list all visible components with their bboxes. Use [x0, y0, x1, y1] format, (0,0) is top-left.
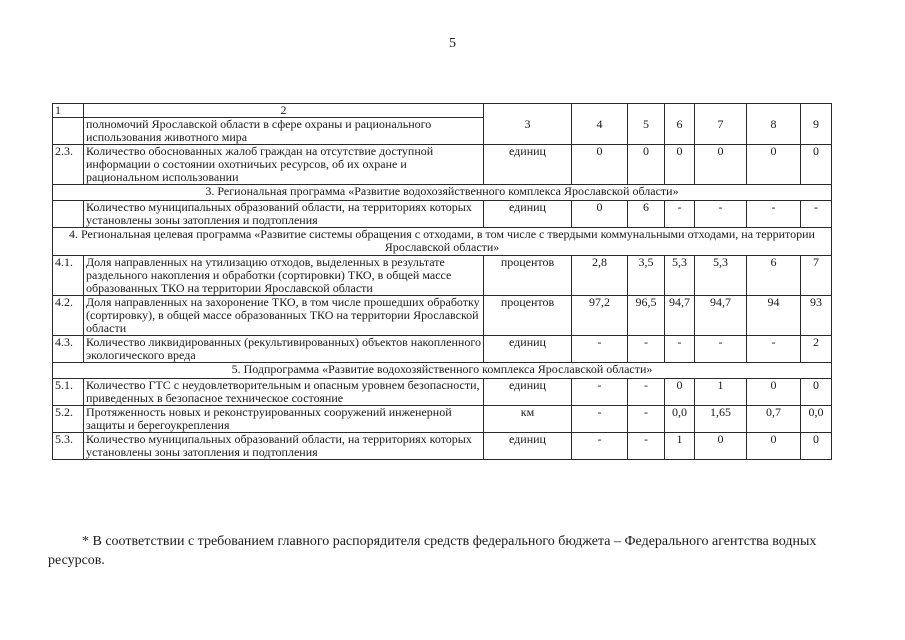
value-cell: 0 [801, 145, 832, 185]
value-cell: - [665, 201, 695, 228]
unit-cell: единиц [484, 145, 572, 185]
value-cell: 0,0 [665, 406, 695, 433]
value-cell: - [695, 336, 747, 363]
row-number: 4.2. [53, 296, 84, 336]
header-cell: 8 [747, 104, 801, 145]
table-row [53, 201, 832, 228]
row-number: 4.1. [53, 256, 84, 296]
indicator-name: Доля направленных на захоронение ТКО, в том числе прошедших обработку (сортировку), в общей массе образованных ТКО на территории Ярославской области [84, 296, 484, 336]
section-title: 4. Региональная целевая программа «Развитие системы обращения с отходами, в том числе с твердыми коммунальными отходами, на территории Ярославской области» [53, 228, 832, 256]
value-cell: - [628, 406, 665, 433]
unit-cell: единиц [484, 201, 572, 228]
unit-cell: км [484, 406, 572, 433]
section-title: 3. Региональная программа «Развитие водохозяйственного комплекса Ярославской области» [53, 185, 832, 201]
header-cell: 6 [665, 104, 695, 145]
table-row [53, 406, 832, 433]
header-cell: 7 [695, 104, 747, 145]
table-row [53, 145, 832, 185]
table-row [53, 296, 832, 336]
row-number [53, 118, 84, 145]
value-cell: 0 [801, 433, 832, 460]
table-row [53, 256, 832, 296]
table-row [53, 336, 832, 363]
indicator-name: Количество ликвидированных (рекультивированных) объектов накопленного экологического вреда [84, 336, 484, 363]
unit-cell: единиц [484, 379, 572, 406]
value-cell: 3,5 [628, 256, 665, 296]
row-number: 5.1. [53, 379, 84, 406]
table-row [53, 433, 832, 460]
row-number: 5.3. [53, 433, 84, 460]
indicator-name: Количество муниципальных образований области, на территориях которых установлены зоны затопления и подтопления [84, 433, 484, 460]
header-cell: 4 [572, 104, 628, 145]
value-cell: 97,2 [572, 296, 628, 336]
row-number: 5.2. [53, 406, 84, 433]
value-cell: 0 [695, 145, 747, 185]
header-cell: 1 [53, 104, 84, 118]
table-row [53, 379, 832, 406]
value-cell: 1,65 [695, 406, 747, 433]
value-cell: 6 [747, 256, 801, 296]
value-cell: - [628, 433, 665, 460]
unit-cell: процентов [484, 296, 572, 336]
unit-cell: единиц [484, 336, 572, 363]
value-cell: 7 [801, 256, 832, 296]
header-cell: 5 [628, 104, 665, 145]
indicators-table [52, 103, 832, 460]
value-cell: 0 [747, 379, 801, 406]
value-cell: 94 [747, 296, 801, 336]
value-cell: 5,3 [665, 256, 695, 296]
unit-cell: единиц [484, 433, 572, 460]
value-cell: 0 [665, 145, 695, 185]
section-title: 5. Подпрограмма «Развитие водохозяйственного комплекса Ярославской области» [53, 363, 832, 379]
value-cell: 0,7 [747, 406, 801, 433]
value-cell: - [747, 336, 801, 363]
indicator-name: Протяженность новых и реконструированных сооружений инженерной защиты и берегоукрепления [84, 406, 484, 433]
value-cell: 0 [665, 379, 695, 406]
value-cell: - [572, 433, 628, 460]
value-cell: - [628, 379, 665, 406]
value-cell: - [695, 201, 747, 228]
value-cell: - [572, 379, 628, 406]
value-cell: 94,7 [665, 296, 695, 336]
value-cell: 2 [801, 336, 832, 363]
section-row [53, 185, 832, 201]
value-cell: 5,3 [695, 256, 747, 296]
value-cell: 93 [801, 296, 832, 336]
header-cell: 3 [484, 104, 572, 145]
value-cell: 0 [572, 145, 628, 185]
value-cell: 0,0 [801, 406, 832, 433]
value-cell: - [572, 336, 628, 363]
value-cell: - [747, 201, 801, 228]
row-number: 2.3. [53, 145, 84, 185]
indicator-name: полномочий Ярославской области в сфере охраны и рационального использования животного мира [84, 118, 484, 145]
value-cell: 2,8 [572, 256, 628, 296]
page-number: 5 [449, 36, 456, 51]
footnote: * В соответствии с требованием главного распорядителя средств федерального бюджета – Федерального агентства водных ресурсов. [48, 534, 817, 568]
value-cell: 1 [665, 433, 695, 460]
header-cell: 9 [801, 104, 832, 145]
indicator-name: Количество обоснованных жалоб граждан на отсутствие доступной информации о состоянии охотничьих ресурсов, об их охране и рациональном использовании [84, 145, 484, 185]
value-cell: 1 [695, 379, 747, 406]
section-row [53, 228, 832, 256]
row-number [53, 201, 84, 228]
value-cell: - [628, 336, 665, 363]
section-row [53, 363, 832, 379]
value-cell: 0 [801, 379, 832, 406]
value-cell: 0 [572, 201, 628, 228]
value-cell: - [801, 201, 832, 228]
value-cell: - [572, 406, 628, 433]
value-cell: 0 [747, 433, 801, 460]
value-cell: 0 [628, 145, 665, 185]
value-cell: 0 [747, 145, 801, 185]
value-cell: 6 [628, 201, 665, 228]
value-cell: 96,5 [628, 296, 665, 336]
indicator-name: Доля направленных на утилизацию отходов, выделенных в результате раздельного накопления и обработки (сортировки) ТКО, в общей массе образованных ТКО на территории Ярославской области [84, 256, 484, 296]
table-header-row [53, 104, 832, 118]
indicator-name: Количество муниципальных образований области, на территориях которых установлены зоны затопления и подтопления [84, 201, 484, 228]
value-cell: 0 [695, 433, 747, 460]
row-number: 4.3. [53, 336, 84, 363]
indicator-name: Количество ГТС с неудовлетворительным и опасным уровнем безопасности, приведенных в безопасное техническое состояние [84, 379, 484, 406]
unit-cell: процентов [484, 256, 572, 296]
header-cell: 2 [84, 104, 484, 118]
value-cell: 94,7 [695, 296, 747, 336]
value-cell: - [665, 336, 695, 363]
